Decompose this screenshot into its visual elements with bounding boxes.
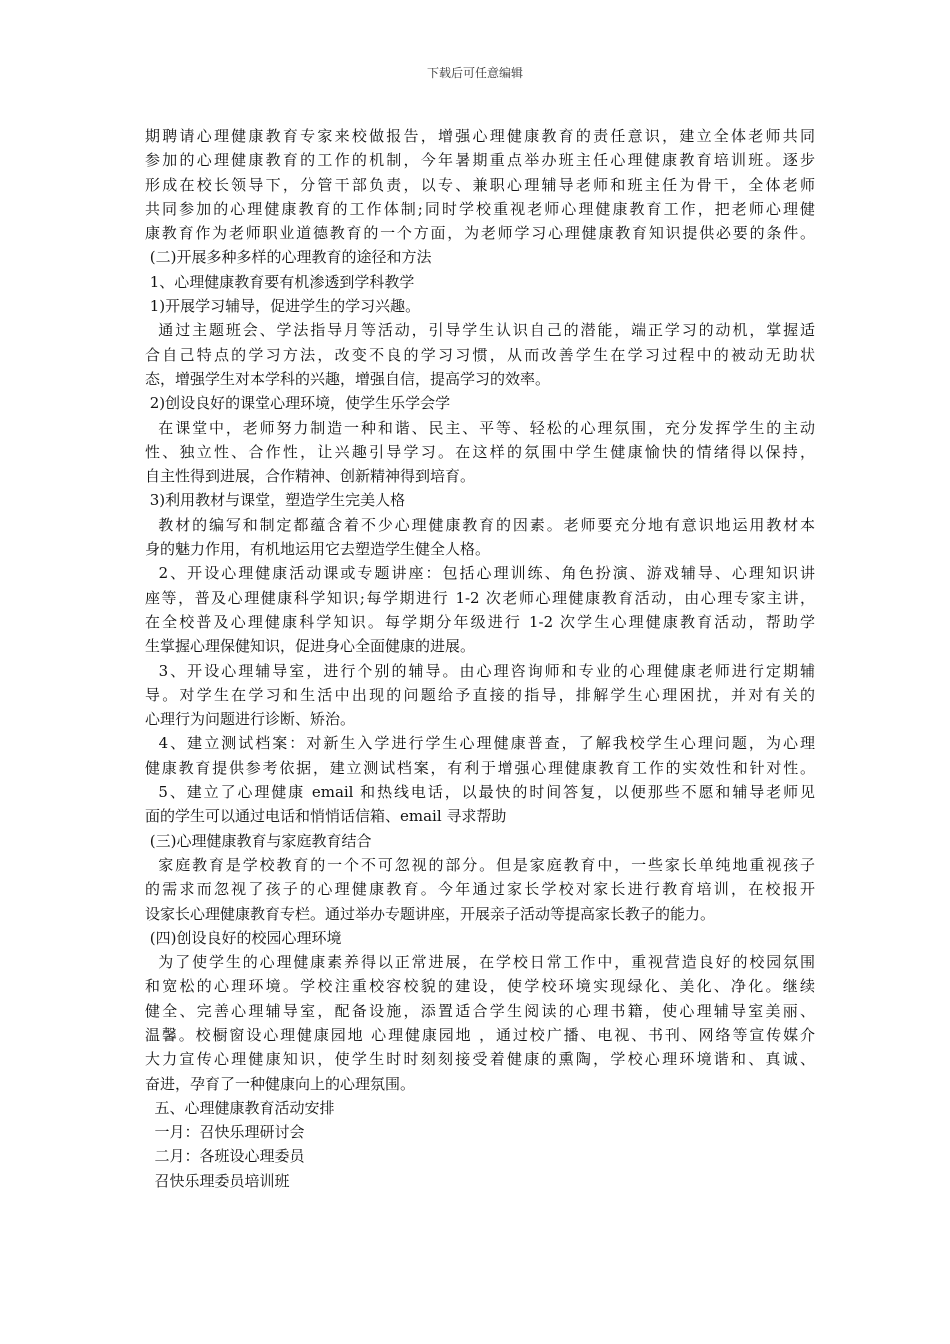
text-line: 健康教育提供参考依据，建立测试档案，有利于增强心理健康教育工作的实效性和针对性。 (145, 758, 815, 777)
text-line: 参加的心理健康教育的工作的机制，今年暑期重点举办班主任心理健康教育培训班。逐步 (145, 151, 815, 170)
page-header: 下载后可任意编辑 (426, 66, 523, 80)
text-line: 召快乐理委员培训班 (145, 1171, 290, 1190)
text-line: 1)开展学习辅导，促进学生的学习兴趣。 (145, 297, 421, 316)
text-line: 身的魅力作用，有机地运用它去塑造学生健全人格。 (145, 540, 491, 559)
text-line: 五、心理健康教育活动安排 (145, 1098, 335, 1117)
text-line: 座等，普及心理健康科学知识;每学期进行 1-2 次老师心理健康教育活动，由心理专家主讲， (145, 588, 815, 607)
text-line: 2、开设心理健康活动课或专题讲座：包括心理训练、角色扮演、游戏辅导、心理知识讲 (145, 564, 815, 583)
text-line: 性、独立性、合作性，让兴趣引导学习。在这样的氛围中学生健康愉快的情绪得以保持， (145, 442, 815, 461)
text-line: 为了使学生的心理健康素养得以正常进展，在学校日常工作中，重视营造良好的校园氛围 (145, 953, 815, 972)
text-line: 在课堂中，老师努力制造一种和谐、民主、平等、轻松的心理氛围，充分发挥学生的主动 (145, 418, 815, 437)
text-line: 康教育作为老师职业道德教育的一个方面，为老师学习心理健康教育知识提供必要的条件。 (145, 224, 815, 243)
text-line: 奋进，孕育了一种健康向上的心理氛围。 (145, 1074, 416, 1093)
text-line: 5、建立了心理健康 email 和热线电话，以最快的时间答复，以便那些不愿和辅导老师见 (145, 783, 815, 802)
text-line: (三)心理健康教育与家庭教育结合 (145, 831, 372, 850)
text-line: 心理行为问题进行诊断、矫治。 (145, 710, 356, 729)
text-line: 自主性得到进展，合作精神、创新精神得到培育。 (145, 467, 476, 486)
text-line: 期聘请心理健康教育专家来校做报告，增强心理健康教育的责任意识，建立全体老师共同 (145, 127, 815, 145)
text-line: 1、心理健康教育要有机渗透到学科教学 (145, 272, 415, 291)
text-line: 面的学生可以通过电话和悄悄话信箱、email 寻求帮助 (145, 807, 507, 826)
text-line: 的需求而忽视了孩子的心理健康教育。今年通过家长学校对家长进行教育培训，在校报开 (145, 880, 815, 899)
text-line: 3)利用教材与课堂，塑造学生完美人格 (145, 491, 406, 510)
text-line: 生掌握心理保健知识，促进身心全面健康的进展。 (145, 637, 476, 656)
text-line: 形成在校长领导下，分管干部负责，以专、兼职心理辅导老师和班主任为骨干，全体老师 (145, 175, 815, 194)
text-line: 共同参加的心理健康教育的工作体制;同时学校重视老师心理健康教育工作，把老师心理健 (145, 199, 815, 218)
text-line: 2)创设良好的课堂心理环境，使学生乐学会学 (145, 394, 451, 413)
text-line: 在全校普及心理健康科学知识。每学期分年级进行 1-2 次学生心理健康教育活动，帮助学 (145, 612, 815, 631)
document-body (145, 124, 815, 1193)
text-line: 4、建立测试档案：对新生入学进行学生心理健康普查，了解我校学生心理问题，为心理 (145, 734, 815, 753)
text-line: 大力宣传心理健康知识，使学生时时刻刻接受着健康的熏陶，学校心理环境谐和、真诚、 (145, 1050, 815, 1069)
text-line: 和宽松的心理环境。学校注重校容校貌的建设，使学校环境实现绿化、美化、净化。继续 (145, 977, 815, 996)
text-line: 健全、完善心理辅导室，配备设施，添置适合学生阅读的心理书籍，使心理辅导室美丽、 (145, 1001, 815, 1020)
text-line: 一月：召快乐理研讨会 (145, 1123, 305, 1142)
text-line: 合自己特点的学习方法，改变不良的学习习惯，从而改善学生在学习过程中的被动无助状 (145, 345, 815, 364)
text-line: 导。对学生在学习和生活中出现的问题给予直接的指导，排解学生心理困扰，并对有关的 (145, 685, 815, 704)
text-line: 3、开设心理辅导室，进行个别的辅导。由心理咨询师和专业的心理健康老师进行定期辅 (145, 661, 815, 680)
text-line: 设家长心理健康教育专栏。通过举办专题讲座，开展亲子活动等提高家长教子的能力。 (145, 904, 716, 923)
text-line: 教材的编写和制定都蕴含着不少心理健康教育的因素。老师要充分地有意识地运用教材本 (145, 515, 815, 534)
text-line: 二月：各班设心理委员 (145, 1147, 305, 1166)
text-line: 态，增强学生对本学科的兴趣，增强自信，提高学习的效率。 (145, 369, 551, 388)
text-line: 家庭教育是学校教育的一个不可忽视的部分。但是家庭教育中，一些家长单纯地重视孩子 (145, 855, 815, 874)
text-line: (四)创设良好的校园心理环境 (145, 928, 342, 947)
text-line: (二)开展多种多样的心理教育的途径和方法 (145, 248, 432, 267)
text-line: 通过主题班会、学法指导月等活动，引导学生认识自己的潜能，端正学习的动机，掌握适 (145, 321, 815, 340)
text-line: 温馨。校橱窗设心理健康园地 心理健康园地 ，通过校广播、电视、书刊、网络等宣传媒介 (145, 1025, 815, 1044)
